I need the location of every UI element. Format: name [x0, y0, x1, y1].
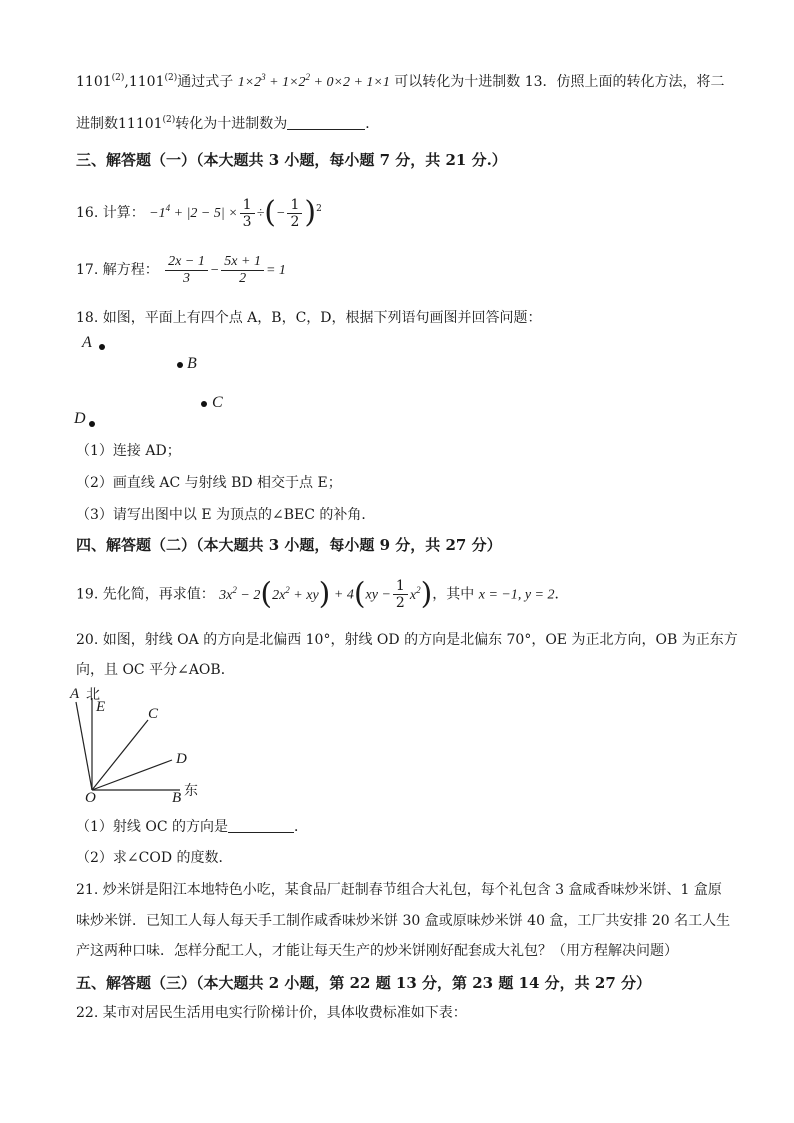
section-5-title: 五、解答题（三）（本大题共 2 小题，第 22 题 13 分，第 23 题 14 分，共 27 分） — [76, 974, 651, 992]
q18-sub1: （1）连接 AD； — [76, 443, 181, 459]
q21-line1: 21. 炒米饼是阳江本地特色小吃，某食品厂赶制春节组合大礼包，每个礼包含 3 盒咸香味炒米饼、1 盒原 — [76, 882, 722, 898]
ray-oa — [76, 702, 92, 790]
q17: 17. 解方程： $\frac{2x - 1}{3}$ − $\frac{5x + 1}{2}$ = 1 — [76, 253, 286, 286]
label-o: O — [85, 790, 96, 806]
point-b-dot — [177, 362, 183, 368]
q18-sub2: （2）画直线 AC 与射线 BD 相交于点 E； — [76, 475, 342, 491]
q20-line1: 20. 如图，射线 OA 的方向是北偏西 10°，射线 OD 的方向是北偏东 70°，OE 为正北方向，OB 为正东方 — [76, 632, 738, 648]
point-label-b: B — [187, 355, 197, 372]
section-4-title: 四、解答题（二）（本大题共 3 小题，每小题 9 分，共 27 分） — [76, 536, 502, 554]
label-east: 东 — [184, 783, 198, 799]
label-north: 北 — [86, 687, 100, 703]
point-d-dot — [89, 421, 95, 427]
point-label-c: C — [212, 394, 223, 411]
q19: 19. 先化简，再求值： $3x^2 - 2(2x^2 + xy) + 4(xy$ − $\frac{1}{2}$ $x^2$)，其中 x = −1, y = 2． — [76, 576, 569, 612]
q21-line3: 产这两种口味．怎样分配工人，才能让每天生产的炒米饼刚好配套成大礼包？（用方程解决问题） — [76, 943, 678, 959]
q18-sub3: （3）请写出图中以 E 为顶点的∠BEC 的补角． — [76, 507, 376, 523]
point-a-dot — [99, 344, 105, 350]
q15-line1: 1101$^{(2)}$,1101$^{(2)}$通过式子 $1\times 2^3 + 1\times 2^2 + 0\times 2 + 1\times 1$ 可以转化为十进制数 13．仿照上面的转化方法，将二 — [76, 72, 725, 90]
section-3-title: 三、解答题（一）（本大题共 3 小题，每小题 7 分，共 21 分.） — [76, 151, 507, 169]
point-c-dot — [201, 401, 207, 407]
q20-sub2: （2）求∠COD 的度数． — [76, 850, 233, 866]
point-label-a: A — [82, 334, 92, 351]
label-a: A — [70, 686, 80, 702]
label-b: B — [172, 790, 182, 806]
answer-blank-q20[interactable] — [228, 818, 294, 833]
point-label-d: D — [74, 410, 86, 427]
label-c: C — [148, 706, 159, 722]
answer-blank-q15[interactable] — [287, 115, 365, 130]
q20-sub1: （1）射线 OC 的方向是 ． — [76, 819, 308, 835]
label-e: E — [96, 699, 106, 715]
label-d: D — [176, 751, 187, 767]
q16: 16. 计算： $-1^4 + |2 - 5|$ × $\frac{1}{3}$ ÷(− $\frac{1}{2}$ )$^2$ — [76, 195, 322, 230]
q21-line2: 味炒米饼．已知工人每人每天手工制作咸香味炒米饼 30 盒或原味炒米饼 40 盒，工厂共安排 20 名工人生 — [76, 913, 731, 929]
q20-line2: 向，且 OC 平分∠AOB． — [76, 662, 235, 678]
q15-line2: 进制数11101$^{(2)}$转化为十进制数为 ． — [76, 115, 380, 132]
q22-text: 22. 某市对居民生活用电实行阶梯计价，具体收费标准如下表： — [76, 1005, 467, 1021]
q18-text: 18. 如图，平面上有四个点 A，B，C，D，根据下列语句画图并回答问题： — [76, 310, 542, 326]
